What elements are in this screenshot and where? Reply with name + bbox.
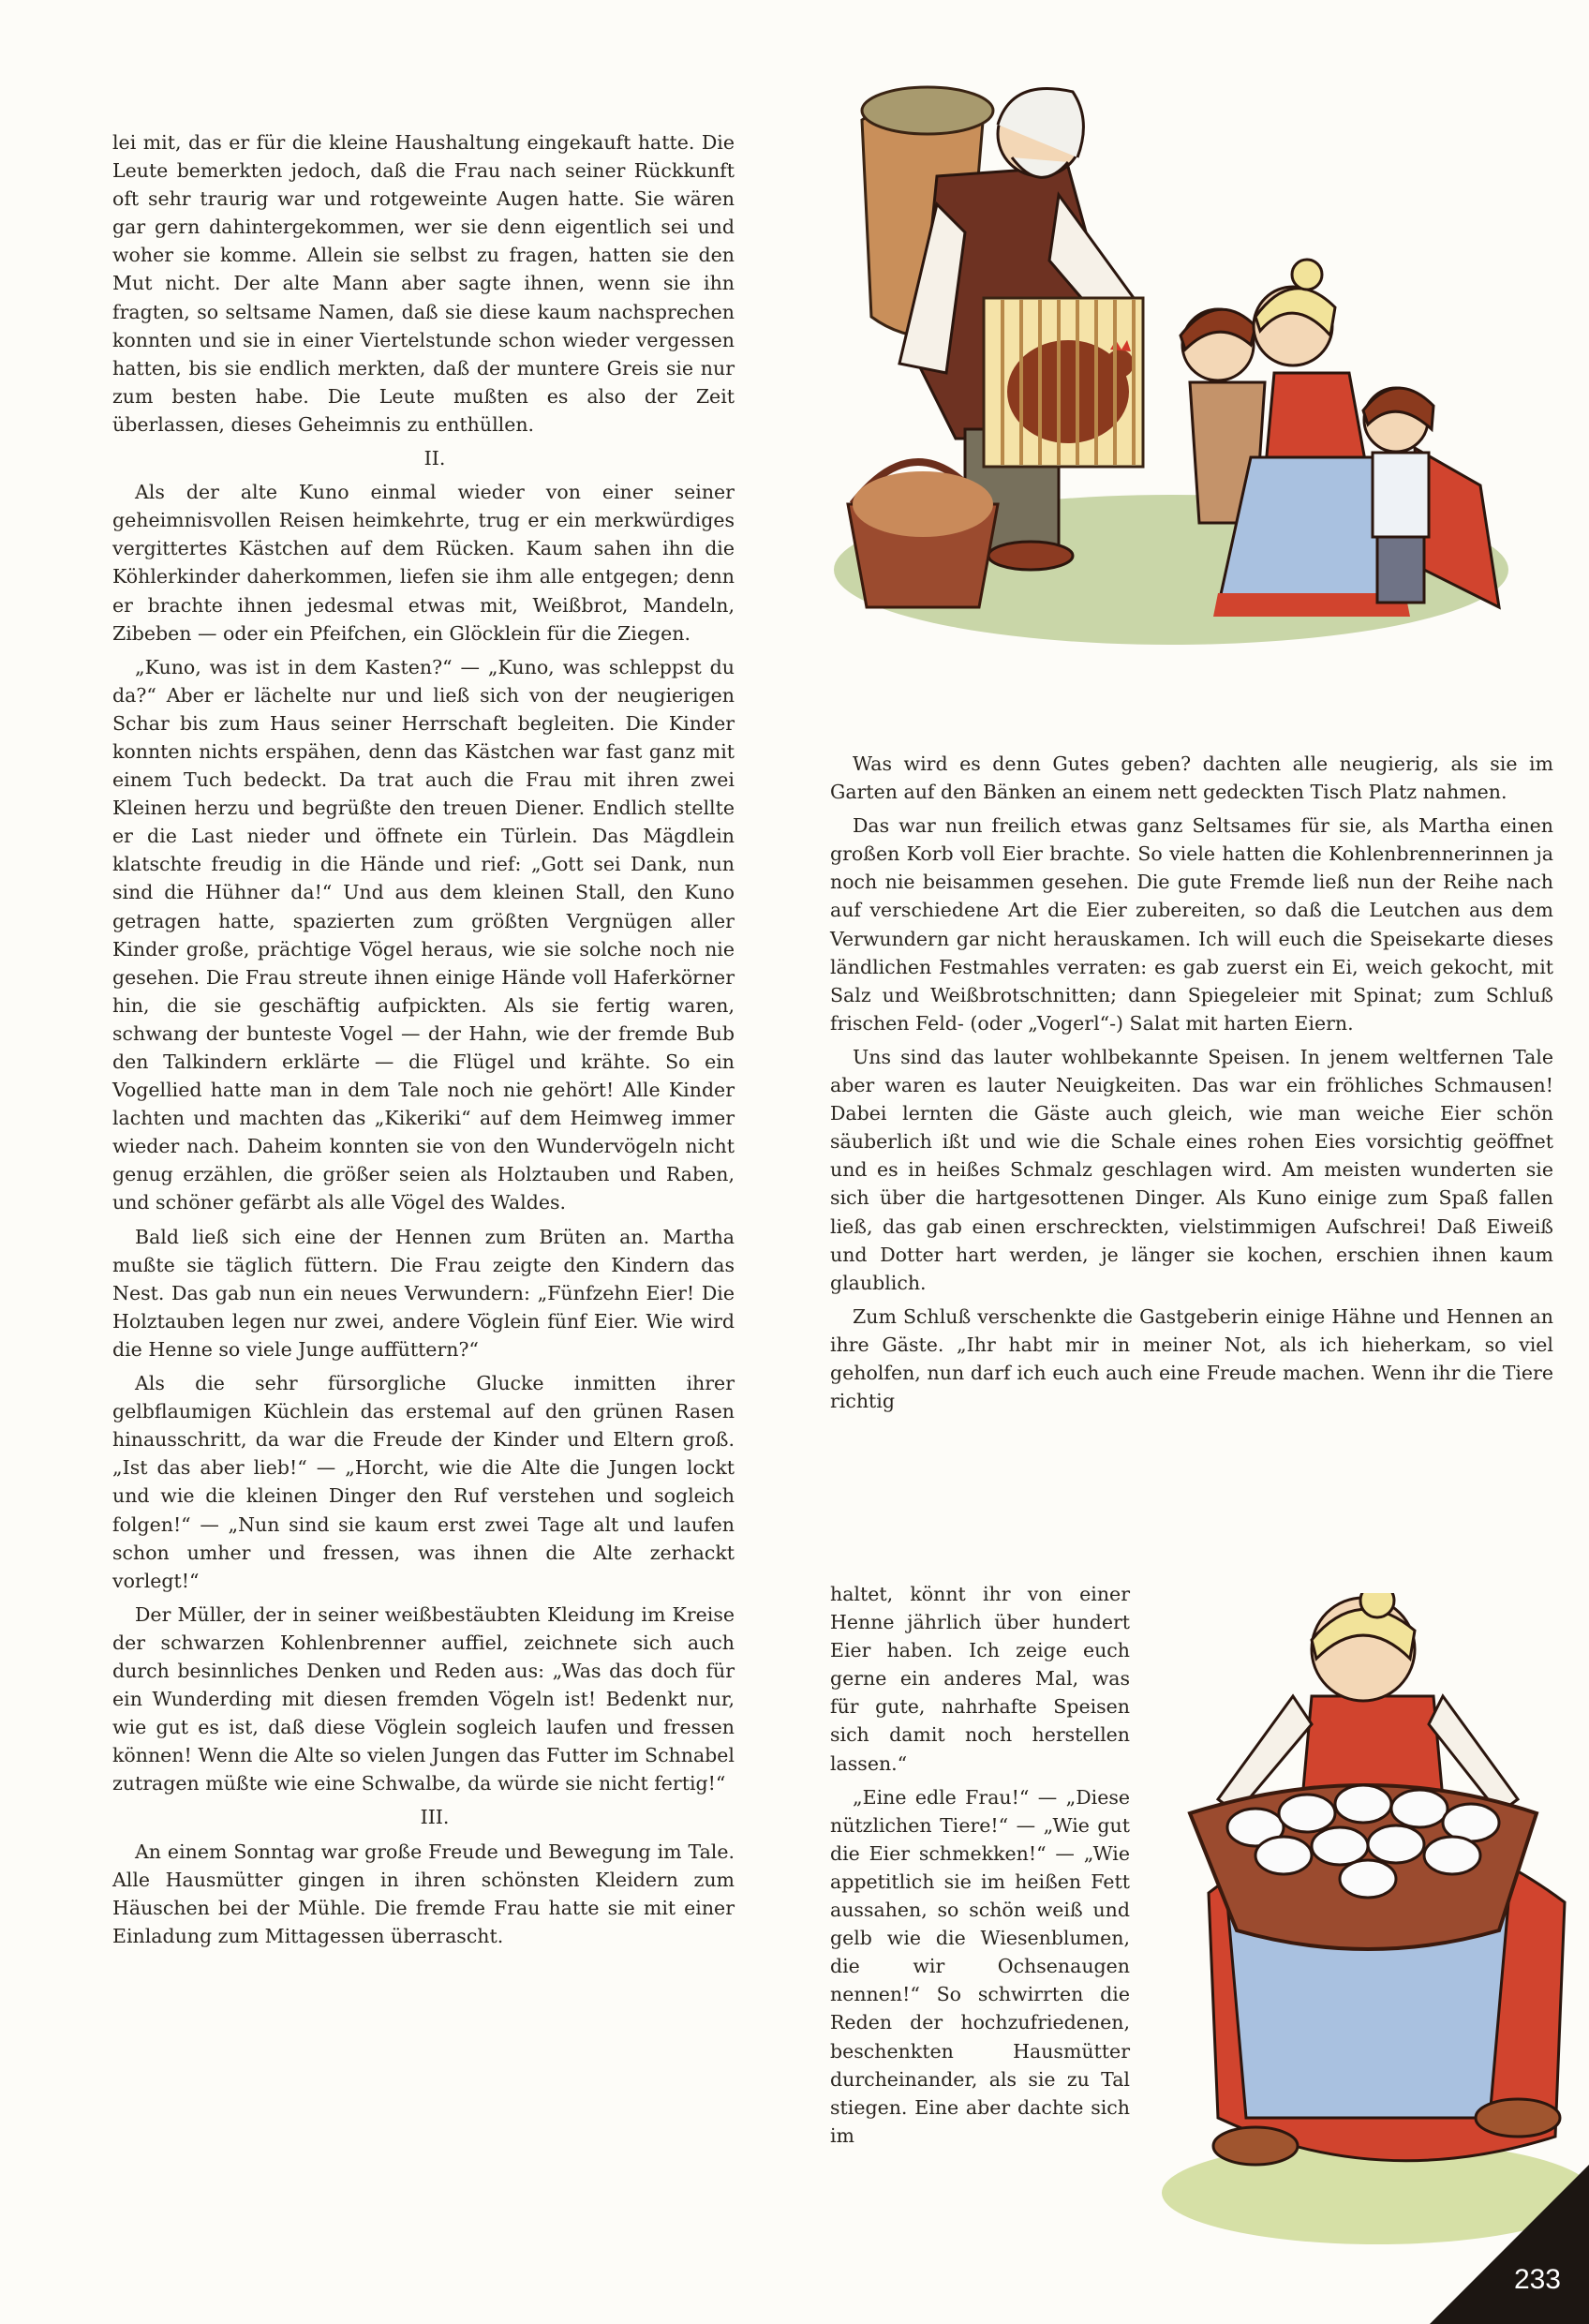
paragraph: Als der alte Kuno einmal wieder von einer seiner geheimnisvollen Reisen heimkehrte, trug er ein merkwürdiges vergittertes Kästchen auf dem Rücken. Kaum sahen ihn die Köhlerkinder daherkommen, liefen sie ihm alle entgegen; denn er brachte ihnen jedesmal etwas mit, Weißbrot, Mandeln, Zibeben — oder ein Pfeifchen, ein Glöcklein für die Ziegen. <box>112 481 735 645</box>
paragraph: „Eine edle Frau!“ — „Diese nützlichen Tiere!“ — „Wie gut die Eier schmekken!“ — „Wie appetitlich sie im heißen Fett aussahen, so schön weiß und gelb wie die Wiesenblumen, die wir Ochsenaugen nennen!“ So schwirrten die Reden der hochzufriedenen, beschenkten Hausmütter durcheinander, als sie zu Tal stiegen. Eine aber dachte sich im <box>830 1785 1130 2147</box>
bread-basket <box>848 462 998 607</box>
paragraph: lei mit, das er für die kleine Haushaltung eingekauft hatte. Die Leute bemerkten jedoch, daß die Frau nach seiner Rückkunft oft sehr traurig war und rotgeweinte Augen hatte. Sie wären gar gern dahintergekommen, wer sie denn eigentlich sei und woher sie komme. Allein sie selbst zu fragen, hatten sie den Mut nicht. Der alte Mann aber sagte ihnen, wenn sie ihn fragten, so seltsame Namen, daß sie diese kaum nachsprechen konnten und sie in einer Viertelstunde schon wieder vergessen hatten, bis sie endlich merkten, daß der muntere Greis sie nur zum besten habe. Die Leute mußten es also der Zeit überlassen, dieses Geheimnis zu enthüllen. <box>112 131 735 436</box>
paragraph: Was wird es denn Gutes geben? dachten alle neugierig, als sie im Garten auf den Bänken an einem nett gedeckten Tisch Platz nahmen. <box>830 752 1553 804</box>
paragraph: Das war nun freilich etwas ganz Seltsames für sie, als Martha einen großen Korb voll Eier brachte. So viele hatten die Kohlenbrennerinnen ja noch nie beisammen gesehen. Die gute Fremde ließ nun der Reihe nach auf verschiedene Art die Eier zubereiten, so daß die Leutchen aus dem Verwundern gar nicht herauskamen. Ich will euch die Speisekarte dieses ländlichen Festmahles verraten: es gab zuerst ein Ei, weich gekocht, mit Salz und Weißbrotschnitten; dann Spiegeleier mit Spinat; zum Schluß frischen Feld- (oder „Vogerl“-) Salat mit harten Eiern. <box>830 814 1553 1035</box>
section-heading-ii: II. <box>423 447 446 470</box>
page-corner-triangle <box>1430 2165 1589 2324</box>
children <box>1181 260 1499 617</box>
hen-cage <box>984 298 1143 467</box>
right-column-narrow-text <box>830 1580 1130 2155</box>
paragraph: Als die sehr fürsorgliche Glucke inmitten ihrer gelbflaumigen Küchlein das erstemal auf den grünen Rasen hinausschritt, da war die Freude der Kinder und Eltern groß. „Ist das aber lieb!“ — „Horcht, wie die Alte die Jungen lockt und wie die kleinen Dinger den Ruf verstehen und sogleich folgen!“ — „Nun sind sie kaum erst zwei Tage alt und laufen schon umher und fressen, was ihnen die Alte zerhackt vorlegt!“ <box>112 1372 735 1592</box>
paragraph: „Kuno, was ist in dem Kasten?“ — „Kuno, was schleppst du da?“ Aber er lächelte nur und ließ sich von der neugierigen Schar bis zum Haus seiner Herrschaft begleiten. Die Kinder konnten nichts erspähen, denn das Kästchen war fast ganz mit einem Tuch bedeckt. Da trat auch die Frau mit ihren zwei Kleinen herzu und begrüßte den treuen Diener. Endlich stellte er die Last nieder und öffnete ein Türlein. Das Mägdlein klatschte freudig in die Hände und rief: „Gott sei Dank, nun sind die Hühner da!“ Und aus dem kleinen Stall, den Kuno getragen hatte, spazierten zum größten Vergnügen aller Kinder große, prächtige Vögel heraus, wie sie solche noch nie gesehen. Die Frau streute ihnen einige Hände voll Haferkörner hin, die sie geschäftig aufpickten. Als sie fertig waren, schwang der bunteste Vogel — der Hahn, wie der fremde Bub den Talkindern erklärte — die Flügel und krähte. So ein Vogellied hatte man in dem Tale noch nie gehört! Alle Kinder lachten und machten das „Kikeriki“ auf dem Heimweg immer wieder nach. Daheim konnten sie von den Wundervögeln nicht genug erzählen, die größer seien als Holztauben und Raben, und schöner gefärbt als alle Vögel des Waldes. <box>112 655 735 1214</box>
egg-basket <box>1190 1785 1537 1949</box>
right-column-text <box>830 750 1553 1421</box>
paragraph: An einem Sonntag war große Freude und Bewegung im Tale. Alle Hausmütter gingen in ihren schönsten Kleidern zum Häuschen bei der Mühle. Die fremde Frau hatte sie mit einer Einladung zum Mittagessen überrascht. <box>112 1840 735 1947</box>
paragraph: Uns sind das lauter wohlbekannte Speisen. In jenem weltfernen Tale aber waren es lauter Neuigkeiten. Das war ein fröhliches Schmausen! Dabei lernten die Gäste auch gleich, wie man weiche Eier schön säuberlich ißt und wie die Schale eines rohen Eies vorsichtig geöffnet und es in heißes Schmalz geschlagen wird. Am meisten wunderten sie sich über die hartgesottenen Dinger. Als Kuno einige zum Spaß fallen ließ, das gab einen erschreckten, vielstimmigen Aufschrei! Daß Eiweiß und Dotter hart werden, je länger sie kochen, erschien ihnen kaum glaublich. <box>830 1045 1553 1294</box>
page-number: 233 <box>1513 2264 1561 2295</box>
section-heading-iii: III. <box>420 1806 450 1829</box>
paragraph: haltet, könnt ihr von einer Henne jährlich über hundert Eier haben. Ich zeige euch gerne ein anderes Mal, was für gute, nahrhafte Speisen sich damit noch herstellen lassen.“ <box>830 1583 1130 1775</box>
paragraph: Der Müller, der in seiner weißbestäubten Kleidung im Kreise der schwarzen Kohlenbrenner auffiel, zeichnete sich auch durch besinnliches Denken und Reden aus: „Was das doch für ein Wunderding mit diesen fremden Vögeln ist! Bedenkt nur, wie gut es ist, daß diese Vöglein sogleich laufen und fressen können! Wenn die Alte so vielen Jungen das Futter im Schnabel zutragen müßte wie eine Schwalbe, da würde sie nicht fertig!“ <box>112 1602 735 1795</box>
left-column-text <box>112 128 735 1956</box>
paragraph: Zum Schluß verschenkte die Gastgeberin einige Hähne und Hennen an ihre Gäste. „Ihr habt mir in meiner Not, als ich hieherkam, so viel geholfen, nun darf ich euch auch eine Freude machen. Wenn ihr die Tiere richtig <box>830 1304 1553 1413</box>
paragraph: Bald ließ sich eine der Hennen zum Brüten an. Martha mußte sie täglich füttern. Die Frau zeigte den Kindern das Nest. Das gab nun ein neues Verwundern: „Fünfzehn Eier! Die Holztauben legen nur zwei, andere Vöglein fünf Eier. Wie wird die Henne so viele Junge auffüttern?“ <box>112 1225 735 1361</box>
illustration-kuno-with-hen-cage <box>824 82 1565 663</box>
